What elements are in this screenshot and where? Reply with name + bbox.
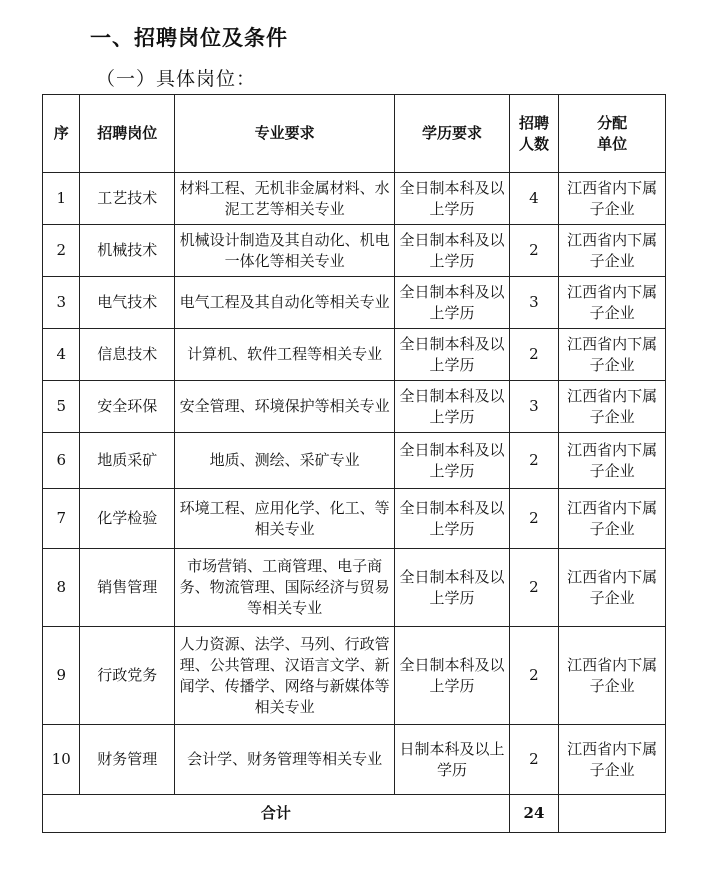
cell-position: 行政党务 <box>80 627 175 725</box>
table-row <box>43 549 666 627</box>
cell-no: 5 <box>43 381 80 433</box>
cell-unit: 江西省内下属子企业 <box>559 329 666 381</box>
header-row <box>43 95 666 173</box>
total-count: 24 <box>509 795 559 833</box>
table-row <box>43 225 666 277</box>
cell-unit: 江西省内下属子企业 <box>559 173 666 225</box>
cell-no: 3 <box>43 277 80 329</box>
cell-position: 信息技术 <box>80 329 175 381</box>
cell-unit: 江西省内下属子企业 <box>559 277 666 329</box>
cell-count: 2 <box>509 725 559 795</box>
cell-education: 全日制本科及以上学历 <box>395 433 509 489</box>
cell-unit: 江西省内下属子企业 <box>559 489 666 549</box>
cell-unit: 江西省内下属子企业 <box>559 225 666 277</box>
header-count-line2: 人数 <box>518 134 549 153</box>
header-count <box>509 95 559 173</box>
cell-count: 2 <box>509 329 559 381</box>
cell-position: 安全环保 <box>80 381 175 433</box>
cell-no: 6 <box>43 433 80 489</box>
header-unit-line2: 单位 <box>597 134 628 153</box>
table-row <box>43 433 666 489</box>
cell-count: 2 <box>509 549 559 627</box>
cell-education: 全日制本科及以上学历 <box>395 173 509 225</box>
cell-count: 3 <box>509 381 559 433</box>
cell-count: 2 <box>509 225 559 277</box>
header-unit-line1: 分配 <box>597 113 628 132</box>
cell-unit: 江西省内下属子企业 <box>559 549 666 627</box>
section-heading: 一、招聘岗位及条件 <box>90 25 288 50</box>
cell-no: 7 <box>43 489 80 549</box>
cell-unit: 江西省内下属子企业 <box>559 433 666 489</box>
cell-count: 2 <box>509 489 559 549</box>
cell-education: 全日制本科及以上学历 <box>395 225 509 277</box>
cell-education: 全日制本科及以上学历 <box>395 277 509 329</box>
subsection-heading: （一）具体岗位： <box>96 68 257 90</box>
cell-position: 财务管理 <box>80 725 175 795</box>
cell-unit: 江西省内下属子企业 <box>559 627 666 725</box>
cell-no: 8 <box>43 549 80 627</box>
cell-major: 地质、测绘、采矿专业 <box>175 433 395 489</box>
header-count-line1: 招聘 <box>518 113 549 132</box>
header-no: 序 <box>43 95 80 173</box>
table-row <box>43 381 666 433</box>
cell-education: 日制本科及以上学历 <box>395 725 509 795</box>
cell-position: 地质采矿 <box>80 433 175 489</box>
cell-education: 全日制本科及以上学历 <box>395 489 509 549</box>
cell-no: 9 <box>43 627 80 725</box>
table-row <box>43 277 666 329</box>
total-label: 合计 <box>43 795 510 833</box>
cell-count: 3 <box>509 277 559 329</box>
cell-unit: 江西省内下属子企业 <box>559 725 666 795</box>
cell-major: 会计学、财务管理等相关专业 <box>175 725 395 795</box>
cell-education: 全日制本科及以上学历 <box>395 627 509 725</box>
cell-position: 机械技术 <box>80 225 175 277</box>
cell-position: 工艺技术 <box>80 173 175 225</box>
cell-position: 销售管理 <box>80 549 175 627</box>
cell-education: 全日制本科及以上学历 <box>395 329 509 381</box>
cell-major: 安全管理、环境保护等相关专业 <box>175 381 395 433</box>
cell-unit: 江西省内下属子企业 <box>559 381 666 433</box>
cell-education: 全日制本科及以上学历 <box>395 549 509 627</box>
cell-major: 环境工程、应用化学、化工、等相关专业 <box>175 489 395 549</box>
cell-position: 电气技术 <box>80 277 175 329</box>
table-row <box>43 725 666 795</box>
table-row <box>43 329 666 381</box>
cell-no: 10 <box>43 725 80 795</box>
cell-count: 4 <box>509 173 559 225</box>
header-position: 招聘岗位 <box>80 95 175 173</box>
cell-major: 市场营销、工商管理、电子商务、物流管理、国际经济与贸易等相关专业 <box>175 549 395 627</box>
cell-major: 计算机、软件工程等相关专业 <box>175 329 395 381</box>
total-row <box>43 795 666 833</box>
positions-table <box>42 94 666 833</box>
table-row <box>43 173 666 225</box>
cell-no: 1 <box>43 173 80 225</box>
cell-major: 材料工程、无机非金属材料、水泥工艺等相关专业 <box>175 173 395 225</box>
table-row <box>43 489 666 549</box>
cell-major: 机械设计制造及其自动化、机电一体化等相关专业 <box>175 225 395 277</box>
cell-major: 电气工程及其自动化等相关专业 <box>175 277 395 329</box>
cell-education: 全日制本科及以上学历 <box>395 381 509 433</box>
cell-no: 4 <box>43 329 80 381</box>
cell-count: 2 <box>509 627 559 725</box>
header-education: 学历要求 <box>395 95 509 173</box>
total-unit-blank <box>559 795 666 833</box>
cell-count: 2 <box>509 433 559 489</box>
header-unit <box>559 95 666 173</box>
cell-no: 2 <box>43 225 80 277</box>
cell-position: 化学检验 <box>80 489 175 549</box>
table-row <box>43 627 666 725</box>
cell-major: 人力资源、法学、马列、行政管理、公共管理、汉语言文学、新闻学、传播学、网络与新媒体等相关专业 <box>175 627 395 725</box>
header-major: 专业要求 <box>175 95 395 173</box>
